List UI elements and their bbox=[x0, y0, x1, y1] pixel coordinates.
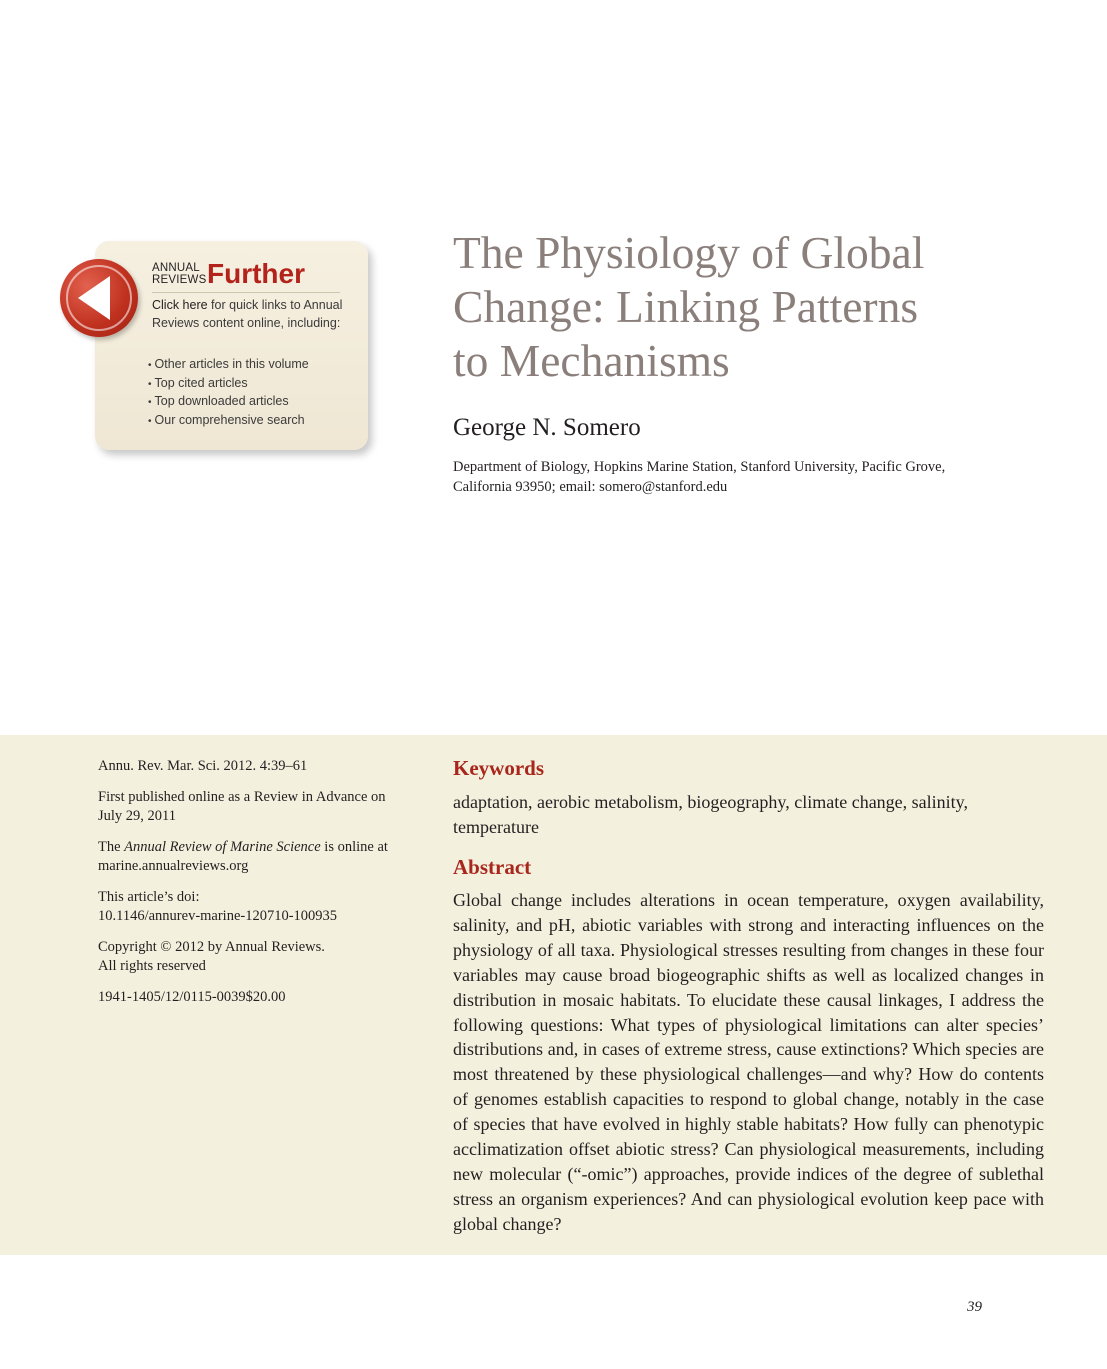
article-title bbox=[453, 226, 1013, 388]
keywords-text: adaptation, aerobic metabolism, biogeography, climate change, salinity, temperature bbox=[453, 792, 968, 837]
doi-label: This article’s doi: bbox=[98, 888, 200, 905]
further-intro bbox=[152, 297, 352, 332]
rights: All rights reserved bbox=[98, 958, 206, 974]
journal-name: Annual Review of Marine Science bbox=[124, 838, 321, 855]
published-date: First published online as a Review in Advance on July 29, 2011 bbox=[98, 788, 386, 824]
title-line-1: The Physiology of Global bbox=[453, 227, 925, 278]
annual-reviews-further-logo bbox=[152, 258, 340, 293]
journal-online-post: is online at marine.annualreviews.org bbox=[98, 838, 388, 874]
further-link-top-cited[interactable]: • Top cited articles bbox=[148, 375, 309, 394]
copyright: Copyright © 2012 by Annual Reviews. bbox=[98, 938, 325, 955]
doi-value[interactable]: 10.1146/annurev-marine-120710-100935 bbox=[98, 908, 338, 924]
back-arrow-icon[interactable] bbox=[60, 259, 138, 337]
article-metadata bbox=[98, 757, 408, 1018]
journal-online-pre: The bbox=[98, 838, 125, 855]
journal-online bbox=[98, 838, 408, 877]
copyright-block bbox=[98, 938, 408, 977]
affiliation-line-1: Department of Biology, Hopkins Marine Station, Stanford University, Pacific Grove, bbox=[453, 459, 946, 475]
brand-reviews: REVIEWS bbox=[152, 274, 207, 286]
doi-block bbox=[98, 888, 408, 927]
page-number: 39 bbox=[967, 1299, 982, 1315]
abstract-heading: Abstract bbox=[453, 855, 532, 879]
further-link-search[interactable]: • Our comprehensive search bbox=[148, 412, 309, 431]
title-line-2: Change: Linking Patterns bbox=[453, 281, 919, 332]
click-here-link[interactable]: Click here bbox=[152, 298, 208, 312]
keywords-heading: Keywords bbox=[453, 756, 544, 780]
arrow-triangle bbox=[60, 259, 138, 337]
further-link-top-downloaded[interactable]: • Top downloaded articles bbox=[148, 393, 309, 412]
brand-small-text bbox=[152, 262, 206, 286]
author-name: George N. Somero bbox=[453, 414, 641, 441]
title-line-3: to Mechanisms bbox=[453, 335, 730, 386]
further-link-other-articles[interactable]: • Other articles in this volume bbox=[148, 356, 309, 375]
brand-further: Further bbox=[207, 258, 305, 289]
citation: Annu. Rev. Mar. Sci. 2012. 4:39–61 bbox=[98, 758, 308, 774]
brand-annual: ANNUAL bbox=[152, 262, 200, 274]
further-intro-rest: for quick links to Annual Reviews content online, including: bbox=[152, 298, 343, 330]
affiliation-line-2: California 93950; email: somero@stanford.edu bbox=[453, 478, 728, 495]
further-links-list bbox=[148, 356, 309, 430]
issn: 1941-1405/12/0115-0039$20.00 bbox=[98, 988, 286, 1005]
author-affiliation bbox=[453, 458, 1013, 497]
abstract-text: Global change includes alterations in ocean temperature, oxygen availability, salinity, and pH, abiotic variables with strong and interacting influences on the physiology of all taxa. Physiological stresses resulting from changes in these four variables may cause broad biogeographic shifts as well as localized changes in distribution in mosaic habitats. To elucidate these causal linkages, I address the following questions: What types of physiological limitations can alter species’ distributions and, in cases of extreme stress, cause extinctions? Which species are most threatened by these physiological challenges—and why? How do contents of genomes establish capacities to respond to global change, notably in the case of species that have evolved in highly stable habitats? How fully can phenotypic acclimatization offset abiotic stress? Can physiological measurements, including new molecular (“-omic”) approaches, provide indices of the degree of sublethal stress an organism experiences? And can physiological evolution keep pace with global change? bbox=[453, 890, 1044, 1234]
